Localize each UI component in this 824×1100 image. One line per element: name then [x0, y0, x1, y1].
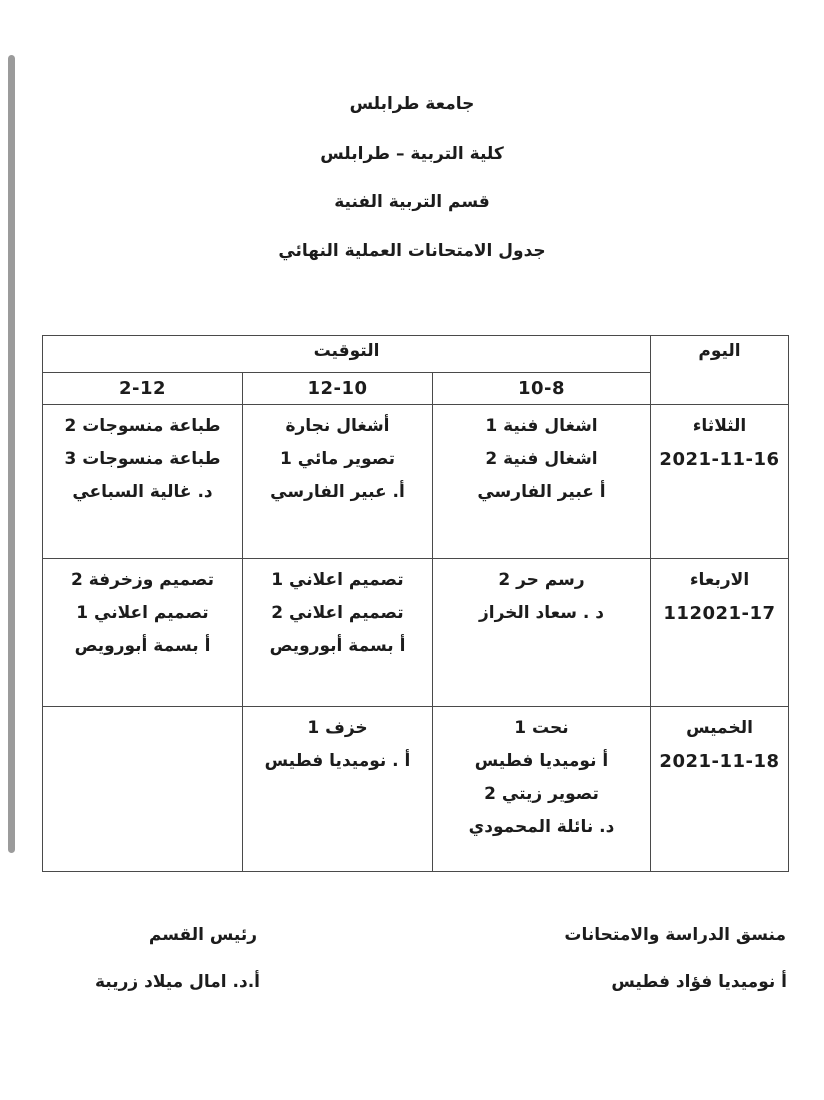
- instructor-line: د. نائلة المحمودي: [468, 817, 615, 837]
- day-cell-tuesday: [651, 405, 789, 559]
- cell-wednesday-8-10: [433, 559, 651, 707]
- day-cell-wednesday: [651, 559, 789, 707]
- cell-thursday-12-2: [43, 707, 243, 872]
- slot-label: 12-10: [307, 378, 368, 399]
- day-column-header: اليوم: [651, 336, 789, 405]
- cell-thursday-10-12: [243, 707, 433, 872]
- university-title: جامعة طرابلس: [349, 94, 475, 114]
- cell-thursday-8-10: [433, 707, 651, 872]
- course-line: طباعة منسوجات 2: [64, 416, 221, 436]
- course-line: خزف 1: [307, 718, 368, 738]
- instructor-line: أ بسمة أبورويص: [74, 636, 211, 656]
- day-name: الخميس: [686, 718, 753, 738]
- cell-wednesday-12-2: [43, 559, 243, 707]
- instructor-line: أ نوميديا فطيس: [474, 751, 609, 771]
- row-tuesday: [43, 405, 789, 559]
- course-line: طباعة منسوجات 3: [64, 449, 221, 469]
- faculty-title: كلية التربية – طرابلس: [320, 144, 504, 164]
- timing-header: التوقيت: [43, 336, 651, 373]
- day-name: الثلاثاء: [692, 416, 747, 436]
- instructor-line: د . سعاد الخراز: [478, 603, 604, 623]
- exam-schedule-table: [42, 335, 789, 872]
- slot-header-8-10: [433, 373, 651, 405]
- slot-label: 10-8: [517, 378, 566, 399]
- cell-tuesday-8-10: [433, 405, 651, 559]
- page-edge-artifact: [8, 55, 15, 853]
- row-wednesday: [43, 559, 789, 707]
- course-line: تصوير مائي 1: [280, 449, 395, 469]
- day-date: 2021-11-16: [659, 449, 780, 470]
- course-line: رسم حر 2: [498, 570, 585, 590]
- slot-header-12-2: [43, 373, 243, 405]
- department-title: قسم التربية الفنية: [334, 192, 490, 212]
- cell-tuesday-10-12: [243, 405, 433, 559]
- day-date: 112021-17: [663, 603, 776, 624]
- course-line: تصميم اعلاني 1: [76, 603, 209, 623]
- instructor-line: أ. عبير الفارسي: [270, 482, 405, 502]
- course-line: تصميم اعلاني 1: [271, 570, 404, 590]
- course-line: تصميم اعلاني 2: [271, 603, 404, 623]
- slot-label: 2-12: [118, 378, 167, 399]
- course-line: تصوير زيتي 2: [484, 784, 599, 804]
- slot-header-10-12: [243, 373, 433, 405]
- cell-tuesday-12-2: [43, 405, 243, 559]
- instructor-line: أ عبير الفارسي: [477, 482, 606, 502]
- course-line: تصميم وزخرفة 2: [70, 570, 215, 590]
- instructor-line: أ بسمة أبورويص: [269, 636, 406, 656]
- instructor-line: د. غالية السباعي: [72, 482, 213, 502]
- department-head-title: رئيس القسم: [148, 925, 257, 945]
- day-cell-thursday: [651, 707, 789, 872]
- day-name: الاربعاء: [689, 570, 750, 590]
- coordinator-name: أ نوميديا فؤاد فطيس: [611, 972, 787, 992]
- cell-wednesday-10-12: [243, 559, 433, 707]
- instructor-line: أ . نوميديا فطيس: [264, 751, 411, 771]
- row-thursday: [43, 707, 789, 872]
- department-head-name: أ.د. امال ميلاد زريبة: [94, 972, 260, 992]
- course-line: نحت 1: [514, 718, 569, 738]
- coordinator-title: منسق الدراسة والامتحانات: [564, 925, 786, 945]
- schedule-title: جدول الامتحانات العملية النهائي: [278, 241, 546, 261]
- course-line: اشغال فنية 2: [485, 449, 598, 469]
- course-line: أشغال نجارة: [285, 416, 390, 436]
- day-date: 2021-11-18: [659, 751, 780, 772]
- header-row-timing: [43, 336, 789, 373]
- course-line: اشغال فنية 1: [485, 416, 598, 436]
